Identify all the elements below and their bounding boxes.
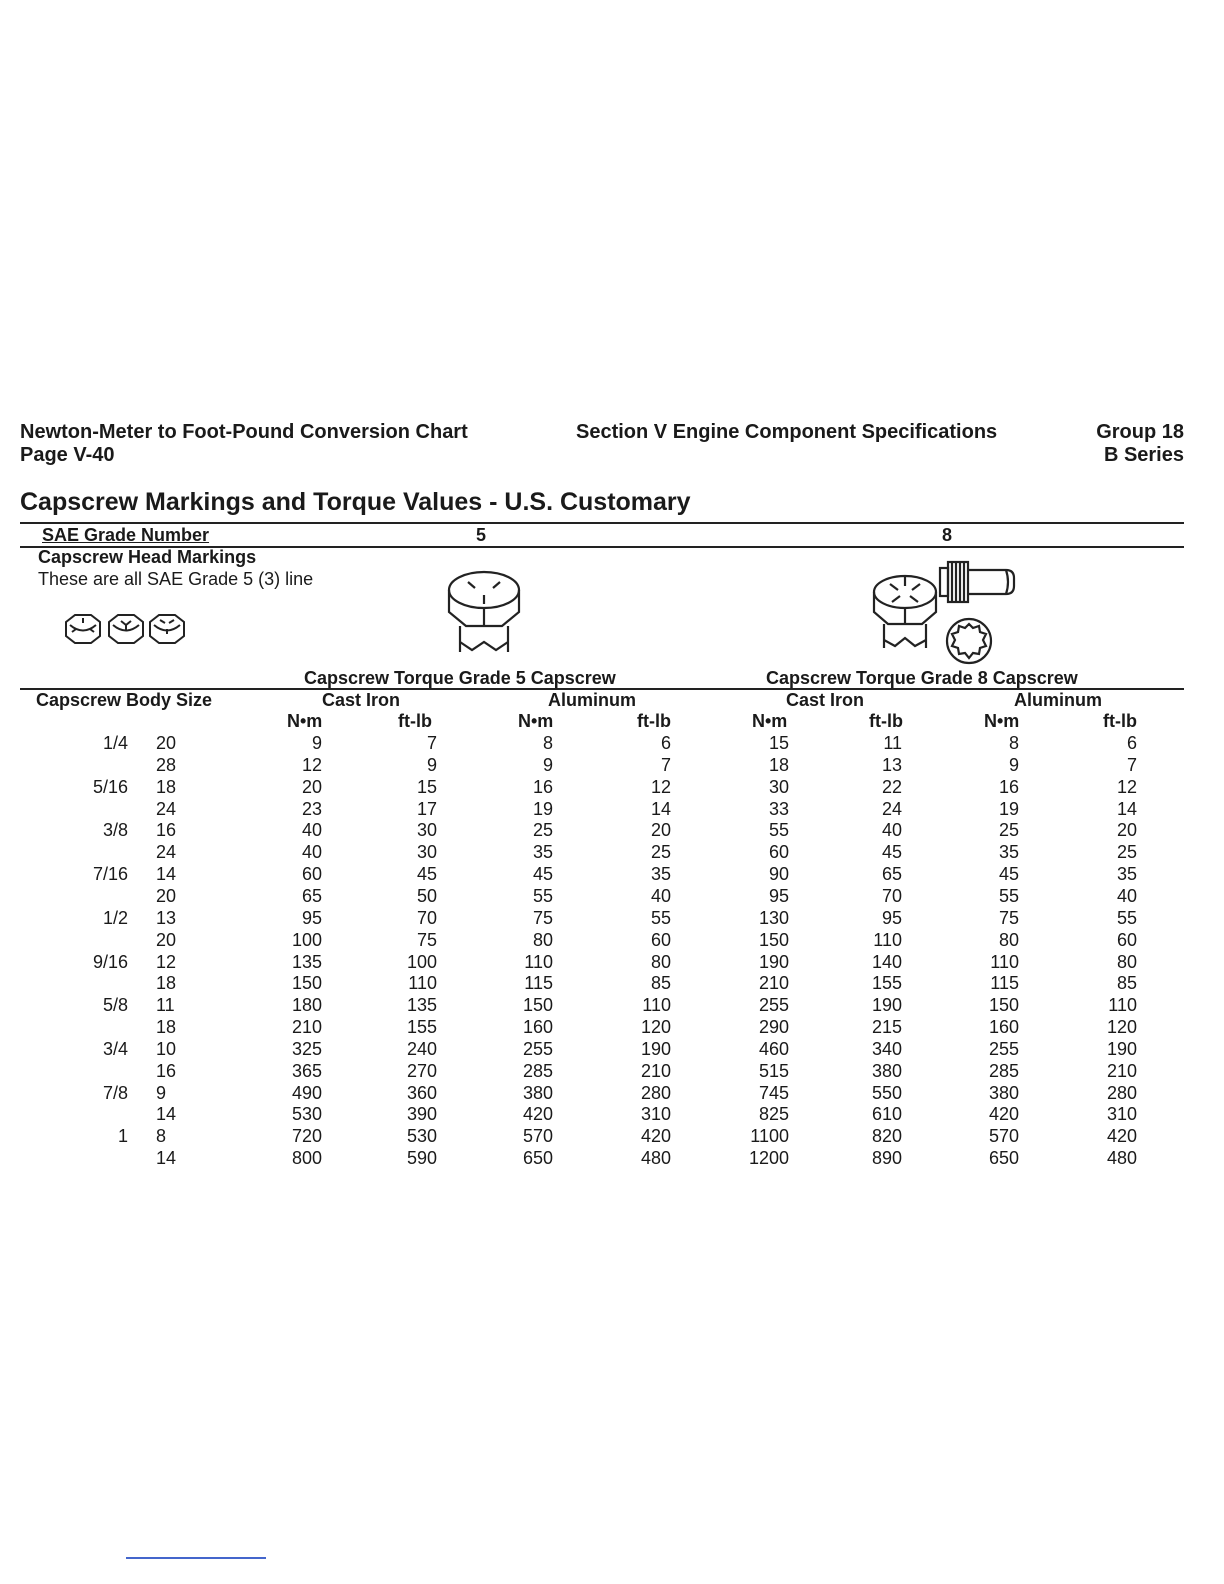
cell-g5-al-ft: 7 [660,754,671,775]
cell-g5-ci-nm: 20 [301,776,322,797]
cell-g5-al-nm: 35 [532,842,553,863]
cell-g5-ci-nm: 800 [291,1148,322,1169]
cell-size: 9/16 [92,951,128,972]
g8-cast-iron-header: Cast Iron [786,690,865,710]
cell-thread: 9 [156,1082,167,1103]
cell-g5-al-ft: 420 [640,1126,671,1147]
cell-g5-al-ft: 210 [640,1060,671,1081]
cell-g8-al-ft: 60 [1116,929,1137,950]
cell-g8-ci-ft: 155 [871,973,902,994]
cell-g5-ci-ft: 15 [416,776,437,797]
cell-g5-ci-nm: 325 [291,1038,322,1059]
cell-g8-al-ft: 6 [1126,733,1137,753]
cell-g5-al-nm: 115 [524,973,553,994]
head-markings-note: These are all SAE Grade 5 (3) line [38,569,314,589]
cell-thread: 12 [156,951,177,972]
cell-g5-ci-ft: 530 [406,1126,437,1147]
cell-thread: 20 [156,733,177,753]
cell-g8-ci-ft: 110 [873,929,902,950]
cell-thread: 13 [156,907,177,928]
cell-g8-al-nm: 150 [988,995,1019,1016]
header-page-number: Page V-40 [20,444,115,466]
cell-g8-ci-ft: 215 [871,1017,902,1038]
cell-g5-al-nm: 45 [532,864,553,885]
cell-g8-ci-nm: 190 [758,951,789,972]
cell-g5-al-nm: 255 [522,1038,553,1059]
cell-g5-al-nm: 420 [522,1104,553,1125]
cell-thread: 16 [156,820,177,841]
cell-thread: 16 [156,1060,177,1081]
cell-size: 5/16 [92,776,128,797]
cell-g5-ci-nm: 40 [301,820,322,841]
cell-g5-al-ft: 20 [650,820,671,841]
cell-g5-al-nm: 160 [522,1017,553,1038]
cell-thread: 11 [156,995,175,1016]
cell-g5-ci-nm: 135 [291,951,322,972]
cell-g8-ci-nm: 33 [768,798,789,819]
cell-g8-al-ft: 120 [1106,1017,1137,1038]
cell-g5-ci-nm: 150 [291,973,322,994]
cell-thread: 18 [156,1017,177,1038]
cell-g5-al-ft: 190 [640,1038,671,1059]
g5-ci-nm-header: N•m [287,711,323,731]
cell-g8-ci-nm: 95 [768,885,789,906]
cell-g8-ci-ft: 65 [881,864,902,885]
cell-g8-ci-ft: 820 [871,1126,902,1147]
cell-g8-al-ft: 14 [1116,798,1137,819]
cell-g8-ci-nm: 745 [758,1082,789,1103]
cell-g5-al-ft: 280 [640,1082,671,1103]
grade-8-number: 8 [942,525,953,545]
g5-cast-iron-header: Cast Iron [322,690,401,710]
cell-g5-ci-nm: 490 [291,1082,322,1103]
cell-g5-ci-nm: 9 [311,733,322,753]
cell-g8-ci-ft: 70 [881,885,902,906]
cell-g8-ci-nm: 825 [758,1104,789,1125]
twelve-point-head-icon [944,616,994,666]
cell-g5-al-ft: 110 [642,995,671,1016]
cell-g5-ci-ft: 270 [406,1060,437,1081]
cell-g5-ci-ft: 30 [416,820,437,841]
cell-g8-al-nm: 45 [998,864,1019,885]
cell-g5-al-ft: 310 [640,1104,671,1125]
cell-g8-ci-ft: 890 [871,1148,902,1169]
cell-g5-ci-ft: 70 [416,907,437,928]
cell-g8-ci-ft: 140 [871,951,902,972]
cell-g5-al-nm: 9 [542,754,553,775]
cell-g5-al-nm: 650 [522,1148,553,1169]
cell-g5-ci-ft: 135 [406,995,437,1016]
cell-g8-ci-nm: 1100 [750,1126,789,1147]
cell-g8-ci-nm: 150 [758,929,789,950]
cell-thread: 28 [156,754,177,775]
cell-g8-ci-nm: 210 [758,973,789,994]
cell-g5-al-nm: 380 [522,1082,553,1103]
cell-thread: 8 [156,1126,167,1147]
head-markings-label: Capscrew Head Markings [38,547,257,567]
grade5-bolt-icon [444,568,524,654]
cell-g5-al-ft: 35 [650,864,671,885]
cell-g8-al-nm: 35 [998,842,1019,863]
cell-g5-al-nm: 25 [532,820,553,841]
cell-g5-al-nm: 55 [532,885,553,906]
cell-thread: 24 [156,842,177,863]
cell-size: 3/4 [102,1038,128,1059]
footer-rule [126,1557,266,1559]
cell-g5-ci-ft: 50 [416,885,437,906]
body-size-header: Capscrew Body Size [36,690,213,710]
cell-g5-ci-nm: 365 [291,1060,322,1081]
header-group: Group 18 [1096,421,1184,443]
g8-al-nm-header: N•m [984,711,1020,731]
cell-size: 5/8 [102,995,128,1016]
title-rule [20,522,1184,524]
cell-thread: 24 [156,798,177,819]
grade5-torque-header: Capscrew Torque Grade 5 Capscrew [304,668,616,688]
cell-g8-al-nm: 160 [988,1017,1019,1038]
cell-g5-ci-ft: 30 [416,842,437,863]
cell-g5-al-nm: 570 [522,1126,553,1147]
cell-thread: 20 [156,929,177,950]
cell-thread: 20 [156,885,177,906]
cell-thread: 14 [156,864,177,885]
cell-g8-al-ft: 210 [1106,1060,1137,1081]
cell-g8-al-ft: 55 [1116,907,1137,928]
g8-ci-ftlb-header: ft-lb [869,711,903,731]
cell-g5-ci-nm: 180 [291,995,322,1016]
cell-g8-ci-nm: 290 [758,1017,789,1038]
header-series: B Series [1103,444,1184,466]
cell-g5-ci-nm: 40 [301,842,322,863]
cell-g5-ci-nm: 530 [291,1104,322,1125]
cell-g8-al-ft: 280 [1106,1082,1137,1103]
cell-g8-ci-nm: 90 [768,864,789,885]
cell-g8-ci-ft: 13 [881,754,902,775]
cell-g5-al-ft: 14 [650,798,671,819]
cell-g5-al-ft: 6 [660,733,671,753]
cell-g5-ci-ft: 7 [426,733,437,753]
cell-g5-ci-nm: 12 [301,754,322,775]
cell-g5-al-ft: 60 [650,929,671,950]
cell-g8-ci-ft: 190 [871,995,902,1016]
cell-g8-al-ft: 25 [1116,842,1137,863]
cell-g5-ci-ft: 75 [416,929,437,950]
cell-g5-ci-ft: 155 [406,1017,437,1038]
cell-g5-ci-nm: 23 [301,798,322,819]
cell-g5-ci-nm: 60 [301,864,322,885]
cell-g5-ci-ft: 360 [406,1082,437,1103]
cell-g8-ci-ft: 22 [881,776,902,797]
cell-g8-al-ft: 12 [1116,776,1137,797]
cell-g5-ci-nm: 720 [291,1126,322,1147]
cell-g5-al-nm: 285 [522,1060,553,1081]
cell-g5-ci-nm: 100 [291,929,322,950]
cell-g8-al-ft: 420 [1106,1126,1137,1147]
cell-g8-ci-nm: 515 [758,1060,789,1081]
cell-g8-al-nm: 255 [988,1038,1019,1059]
g5-al-ftlb-header: ft-lb [637,711,671,731]
cell-g8-al-nm: 650 [988,1148,1019,1169]
cell-thread: 10 [156,1038,177,1059]
cell-g8-ci-ft: 24 [881,798,902,819]
g8-ci-nm-header: N•m [752,711,788,731]
g8-aluminum-header: Aluminum [1014,690,1102,710]
cell-g8-al-nm: 19 [998,798,1019,819]
cell-g5-al-ft: 120 [640,1017,671,1038]
cell-g8-al-nm: 9 [1008,754,1019,775]
cell-g8-ci-ft: 95 [881,907,902,928]
cell-size: 7/8 [102,1082,128,1103]
cell-g8-al-ft: 480 [1106,1148,1137,1169]
cell-size: 3/8 [102,820,128,841]
cell-g5-ci-ft: 45 [416,864,437,885]
cell-g8-al-ft: 40 [1116,885,1137,906]
cell-g8-al-nm: 285 [988,1060,1019,1081]
cell-g8-al-nm: 8 [1008,733,1019,753]
cell-size: 7/16 [92,864,128,885]
sae-grade-label: SAE Grade Number [42,525,210,545]
cell-g8-al-nm: 110 [990,951,1019,972]
cell-g5-al-nm: 8 [542,733,553,753]
g5-aluminum-header: Aluminum [548,690,636,710]
cell-g8-ci-ft: 45 [881,842,902,863]
cell-size: 1 [117,1126,128,1147]
cell-g8-ci-ft: 40 [881,820,902,841]
cell-g5-al-ft: 85 [650,973,671,994]
cell-g8-ci-nm: 30 [768,776,789,797]
cell-g5-al-nm: 110 [524,951,553,972]
cell-g5-al-nm: 16 [532,776,553,797]
cell-g5-al-ft: 80 [650,951,671,972]
cell-g8-al-nm: 75 [998,907,1019,928]
cell-g5-al-ft: 25 [650,842,671,863]
g5-al-nm-header: N•m [518,711,554,731]
cell-g8-al-nm: 55 [998,885,1019,906]
cell-g5-al-ft: 12 [650,776,671,797]
cell-g5-al-ft: 55 [650,907,671,928]
cell-thread: 14 [156,1148,177,1169]
cell-g8-al-nm: 570 [988,1126,1019,1147]
cell-g5-ci-ft: 590 [406,1148,437,1169]
cell-g5-ci-nm: 210 [291,1017,322,1038]
grade-5-number: 5 [476,525,487,545]
cell-g8-al-nm: 420 [988,1104,1019,1125]
header-section: Section V Engine Component Specifications [576,421,998,443]
grade8-bolt-icon [870,572,940,650]
cell-g8-ci-nm: 460 [758,1038,789,1059]
cell-g8-ci-nm: 1200 [748,1148,789,1169]
cell-g8-al-ft: 310 [1106,1104,1137,1125]
cell-size: 1/2 [102,907,128,928]
cell-g5-al-nm: 19 [532,798,553,819]
cell-g8-ci-nm: 18 [768,754,789,775]
cell-g5-ci-ft: 240 [406,1038,437,1059]
cell-size: 1/4 [102,733,128,753]
g8-al-ftlb-header: ft-lb [1103,711,1137,731]
cell-g8-al-nm: 80 [998,929,1019,950]
cell-thread: 18 [156,973,177,994]
cell-g8-ci-nm: 130 [758,907,789,928]
cell-g5-al-nm: 80 [532,929,553,950]
page-title: Capscrew Markings and Torque Values - U.S. Customary [20,488,691,516]
cell-g8-ci-ft: 11 [883,733,902,753]
cell-g8-al-nm: 25 [998,820,1019,841]
cell-g5-ci-nm: 95 [301,907,322,928]
cell-g8-ci-nm: 15 [768,733,789,753]
cell-g8-ci-ft: 550 [871,1082,902,1103]
cell-g8-al-ft: 35 [1116,864,1137,885]
cell-g5-al-ft: 40 [650,885,671,906]
cell-g8-ci-nm: 55 [768,820,789,841]
cell-g8-al-nm: 115 [990,973,1019,994]
cell-g8-al-ft: 85 [1116,973,1137,994]
cell-g5-ci-nm: 65 [301,885,322,906]
cell-g5-ci-ft: 390 [406,1104,437,1125]
cell-g8-al-nm: 380 [988,1082,1019,1103]
cell-g8-ci-nm: 255 [758,995,789,1016]
cell-g8-al-ft: 20 [1116,820,1137,841]
cell-g5-ci-ft: 100 [406,951,437,972]
cell-g8-ci-ft: 380 [871,1060,902,1081]
cell-g8-ci-ft: 610 [871,1104,902,1125]
cell-g5-al-ft: 480 [640,1148,671,1169]
cell-g8-ci-ft: 340 [871,1038,902,1059]
cell-g5-al-nm: 75 [532,907,553,928]
g5-ci-ftlb-header: ft-lb [398,711,432,731]
cell-g8-al-ft: 7 [1126,754,1137,775]
cell-g8-al-ft: 80 [1116,951,1137,972]
cell-g5-ci-ft: 17 [416,798,437,819]
cell-thread: 14 [156,1104,177,1125]
capscrew-head-grade5-variant-icon [62,612,192,646]
cell-g8-al-ft: 190 [1106,1038,1137,1059]
header-chart-title: Newton-Meter to Foot-Pound Conversion Chart [20,421,468,443]
grade8-torque-header: Capscrew Torque Grade 8 Capscrew [766,668,1078,688]
twelve-point-capscrew-side-icon [936,558,1020,606]
cell-g8-al-nm: 16 [998,776,1019,797]
cell-g5-al-nm: 150 [522,995,553,1016]
cell-g8-al-ft: 110 [1108,995,1137,1016]
cell-g5-ci-ft: 9 [426,754,437,775]
cell-g5-ci-ft: 110 [408,973,437,994]
cell-g8-ci-nm: 60 [768,842,789,863]
cell-thread: 18 [156,776,177,797]
